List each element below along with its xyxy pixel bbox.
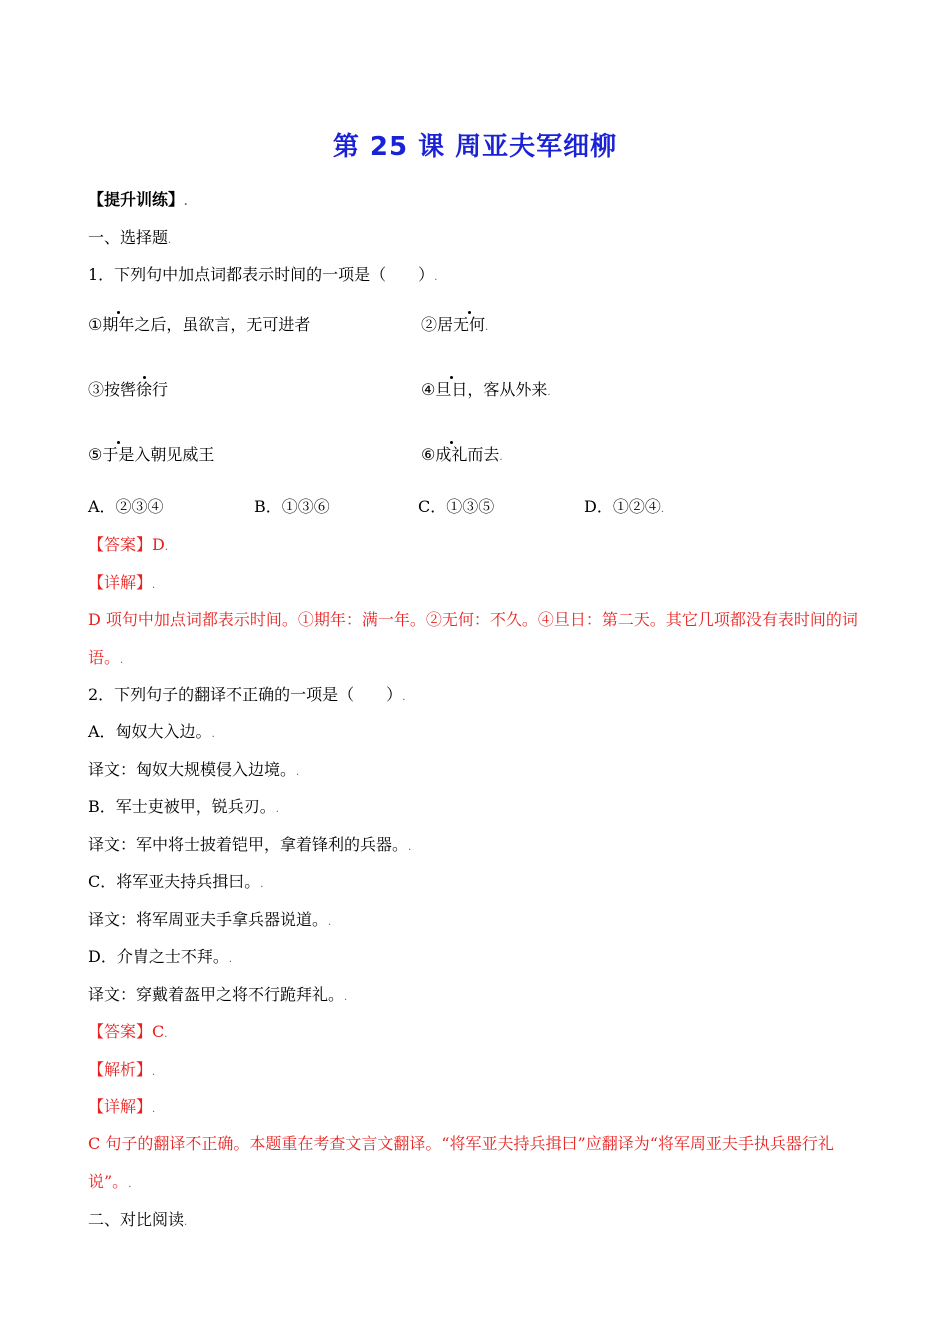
section-training-heading: 【提升训练】. [88, 190, 188, 209]
q1-answer-text: 【答案】D [88, 535, 165, 554]
q1-item-4: ④旦日，客从外来. [421, 380, 551, 399]
q2-option-a-translation-text: 译文：匈奴大规模侵入边境。 [88, 760, 297, 779]
q2-analysis-heading: 【解析】. [88, 1060, 156, 1079]
q2-answer-text: 【答案】C [88, 1022, 165, 1041]
q1-detail-heading: 【详解】. [88, 573, 156, 592]
q2-option-d: D．介胄之士不拜。. [88, 947, 233, 966]
part2-label: 二、对比阅读 [88, 1210, 185, 1229]
q1-choice-a: A．②③④ [88, 497, 164, 516]
q1-item-3-pre: ③按辔 [88, 380, 137, 399]
q1-item-6-pre: ⑥ [421, 445, 436, 464]
q2-detail: C 句子的翻译不正确。本题重在考查文言文翻译。“将军亚夫持兵揖曰”应翻译为“将军周亚夫手执兵器行礼说”。. [88, 1134, 834, 1191]
q1-item-5-post: 入朝见威王 [134, 445, 215, 464]
q1-choice-d: D．①②④. [584, 497, 665, 516]
q1-item-2: ②居无何. [421, 315, 489, 334]
q2-option-a-translation: 译文：匈奴大规模侵入边境。. [88, 760, 300, 779]
part2-heading: 二、对比阅读. [88, 1210, 188, 1229]
q2-detail-heading: 【详解】. [88, 1097, 156, 1116]
q1-item-3-dotted-word: 徐 [136, 380, 153, 399]
q1-item-5-dotted-word: 于是 [102, 445, 135, 464]
q2-option-d-translation-text: 译文：穿戴着盔甲之将不行跪拜礼。 [88, 985, 345, 1004]
q2-option-c: C．将军亚夫持兵揖曰。. [88, 872, 264, 891]
q1-item-4-dotted-word: 旦日 [435, 380, 468, 399]
q1-item-1-dotted-word: 期年 [102, 315, 135, 334]
q1-answer: 【答案】D. [88, 535, 169, 554]
section-training-label: 【提升训练】 [88, 190, 185, 209]
q2-option-b-translation: 译文：军中将士披着铠甲，拿着锋利的兵器。. [88, 835, 412, 854]
q2-detail-text: C 句子的翻译不正确。本题重在考查文言文翻译。“将军亚夫持兵揖曰”应翻译为“将军周亚夫手执兵器行礼说”。 [88, 1134, 834, 1191]
q1-detail: D 项句中加点词都表示时间。①期年：满一年。②无何：不久。④旦日：第二天。其它几项都没有表时间的词语。. [88, 610, 858, 667]
q2-option-c-translation: 译文：将军周亚夫手拿兵器说道。. [88, 910, 332, 929]
q1-stem: 1．下列句中加点词都表示时间的一项是（ ）. [88, 265, 438, 284]
q2-option-c-translation-text: 译文：将军周亚夫手拿兵器说道。 [88, 910, 329, 929]
q1-choice-c: C．①③⑤ [418, 497, 495, 516]
q1-detail-label: 【详解】 [88, 573, 153, 592]
q1-item-1-pre: ① [88, 315, 103, 334]
q2-option-d-sentence: D．介胄之士不拜。 [88, 947, 229, 966]
q1-item-1-post: 之后，虽欲言，无可进者 [134, 315, 311, 334]
q2-option-a-sentence: A．匈奴大入边。 [88, 722, 212, 741]
q1-item-2-pre: ②居 [421, 315, 454, 334]
q2-detail-label: 【详解】 [88, 1097, 153, 1116]
q1-choice-d-text: D．①②④ [584, 497, 661, 516]
q1-item-5 [88, 445, 214, 465]
q2-option-c-sentence: C．将军亚夫持兵揖曰。 [88, 872, 261, 891]
q2-option-b-sentence: B．军士吏被甲，锐兵刃。 [88, 797, 276, 816]
q1-item-4-pre: ④ [421, 380, 436, 399]
q1-detail-text: D 项句中加点词都表示时间。①期年：满一年。②无何：不久。④旦日：第二天。其它几项都没有表时间的词语。 [88, 610, 858, 667]
q2-answer: 【答案】C. [88, 1022, 168, 1041]
q2-stem-text: 2．下列句子的翻译不正确的一项是（ ） [88, 685, 403, 704]
q1-item-1 [88, 315, 310, 335]
q1-item-5-pre: ⑤ [88, 445, 103, 464]
q1-choice-b: B．①③⑥ [254, 497, 330, 516]
q2-option-b-translation-text: 译文：军中将士披着铠甲，拿着锋利的兵器。 [88, 835, 409, 854]
q2-stem: 2．下列句子的翻译不正确的一项是（ ）. [88, 685, 406, 704]
q1-item-2-dotted-word: 无何 [453, 315, 486, 334]
q1-item-6-dotted-word: 成礼 [435, 445, 468, 464]
q1-item-3-post: 行 [152, 380, 169, 399]
q1-item-3 [88, 380, 168, 400]
q2-option-a: A．匈奴大入边。. [88, 722, 215, 741]
q1-item-6-post: 而去 [467, 445, 500, 464]
q2-option-b: B．军士吏被甲，锐兵刃。. [88, 797, 279, 816]
page-title: 第 25 课 周亚夫军细柳 [332, 132, 618, 162]
part1-label: 一、选择题 [88, 228, 169, 247]
q2-analysis-label: 【解析】 [88, 1060, 153, 1079]
q1-item-4-post: ，客从外来 [467, 380, 548, 399]
part1-heading: 一、选择题. [88, 228, 172, 247]
q2-option-d-translation: 译文：穿戴着盔甲之将不行跪拜礼。. [88, 985, 348, 1004]
q1-stem-text: 1．下列句中加点词都表示时间的一项是（ ） [88, 265, 435, 284]
q1-item-6: ⑥成礼而去. [421, 445, 503, 464]
